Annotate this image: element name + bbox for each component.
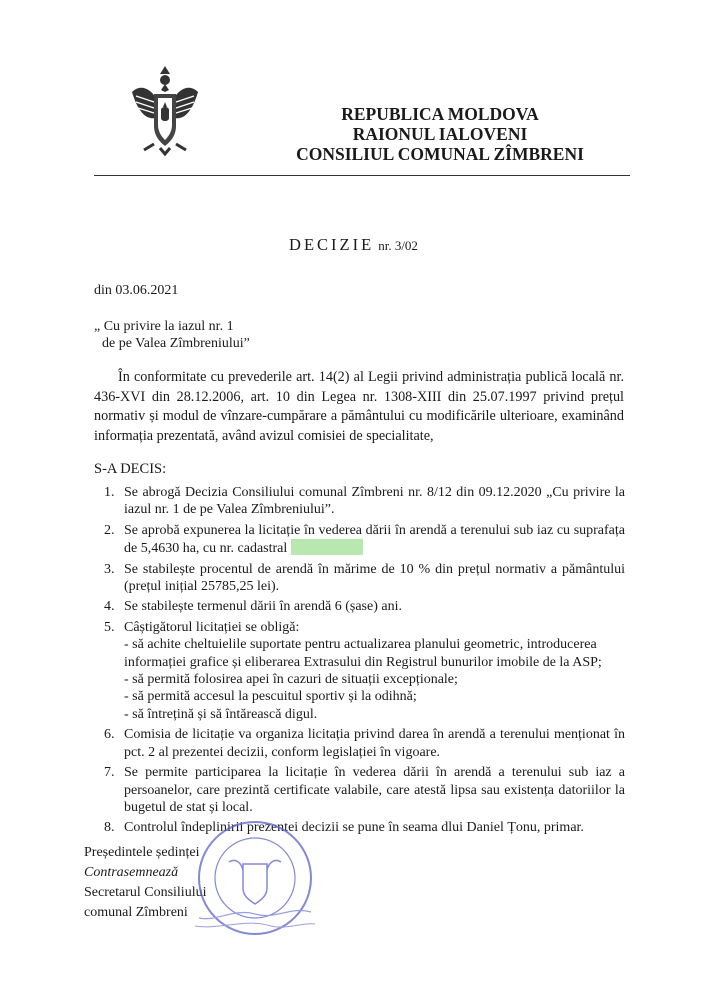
list-item: 1. Se abrogă Decizia Consiliului comunal Zîmbreni nr. 8/12 din 09.12.2020 „Cu privire la iazul nr. 1 de pe Valea Zîmbreniului”. <box>104 485 625 518</box>
decision-heading: S-A DECIS: <box>94 461 167 477</box>
subject-line-2: de pe Valea Zîmbreniului” <box>102 336 250 351</box>
list-item: 2. Se aprobă expunerea la licitație în vederea dării în arendă a terenului sub iaz cu suprafața de 5,4630 ha, cu nr. cadastral <box>104 522 625 557</box>
signature-secretary: Secretarul Consiliului <box>84 885 207 900</box>
redacted-cadastral-number <box>291 539 363 555</box>
signature-council: comunal Zîmbreni <box>84 905 188 920</box>
list-item: 4. Se stabilește termenul dării în arendă 6 (șase) ani. <box>104 599 402 615</box>
coat-of-arms-icon <box>130 62 200 156</box>
header-district: RAIONUL IALOVENI <box>352 124 528 144</box>
document-date: din 03.06.2021 <box>94 283 179 298</box>
signature-president: Președintele ședinței <box>84 845 200 860</box>
list-item: 7. Se permite participarea la licitație în vederea dării în arendă a terenului sub iaz a persoanelor, care prezintă certificate valabile, care atestă lipsa sau existența datoriilor la bugetul de stat și local. <box>104 765 625 815</box>
preamble-paragraph: În conformitate cu prevederile art. 14(2) al Legii privind administrația publică locală nr. 436-XVI din 28.12.2006, art. 10 din Legea nr. 1308-XIII din 25.07.1997 privind prețul normativ și modul de vînzare-cumpărare a pământului cu modificările ulterioare, examinând informația prezentată, având avizul comisiei de specialitate, <box>94 369 624 444</box>
official-stamp-icon <box>195 818 315 938</box>
list-item: 8. Controlul îndeplinirii prezentei decizii se pune în seama dlui Daniel Țonu, primar. <box>104 820 584 836</box>
signature-countersign: Contrasemnează <box>84 865 179 880</box>
list-item: 6. Comisia de licitație va organiza licitația privind darea în arendă a terenului menționat în pct. 2 al prezentei decizii, conform legislației în vigoare. <box>104 727 625 760</box>
list-item: 3. Se stabilește procentul de arendă în mărime de 10 % din prețul normativ a pământului (prețul inițial 25785,25 lei). <box>104 561 625 595</box>
header-council: CONSILIUL COMUNAL ZÎMBRENI <box>296 144 584 164</box>
list-item: 5. Câștigătorul licitației se obligă: - să achite cheltuielile suportate pentru actualizarea planului geometric, introducerea informației grafice și eliberarea Extrasului din Registrul bunurilor imobile de la ASP; - să permită folosirea apei în cazuri de situații excepționale; - să permită accesul la pescuitul sportiv și la odihnă; - să întrețină și să întărească digul. <box>100 619 625 723</box>
title-word: DECIZIE <box>289 235 375 254</box>
obligation-item: - să întrețină și să întărească digul. <box>124 706 318 722</box>
header-country: REPUBLICA MOLDOVA <box>341 104 539 124</box>
obligation-item: - să permită accesul la pescuitul sportiv și la odihnă; <box>124 689 417 705</box>
document-header <box>290 104 590 164</box>
signature-block <box>84 843 206 923</box>
obligation-item: - să achite cheltuielile suportate pentru actualizarea planului geometric, introducerea informației grafice și eliberarea Extrasului din Registrul bunurilor imobile de la ASP; <box>124 637 602 670</box>
title-number: nr. 3/02 <box>378 238 418 253</box>
obligation-item: - să permită folosirea apei în cazuri de situații excepționale; <box>124 672 458 688</box>
header-divider <box>94 175 630 176</box>
decision-items-list <box>100 484 625 840</box>
document-subject <box>94 318 250 352</box>
document-title <box>0 235 707 255</box>
subject-line-1: „ Cu privire la iazul nr. 1 <box>94 319 234 334</box>
